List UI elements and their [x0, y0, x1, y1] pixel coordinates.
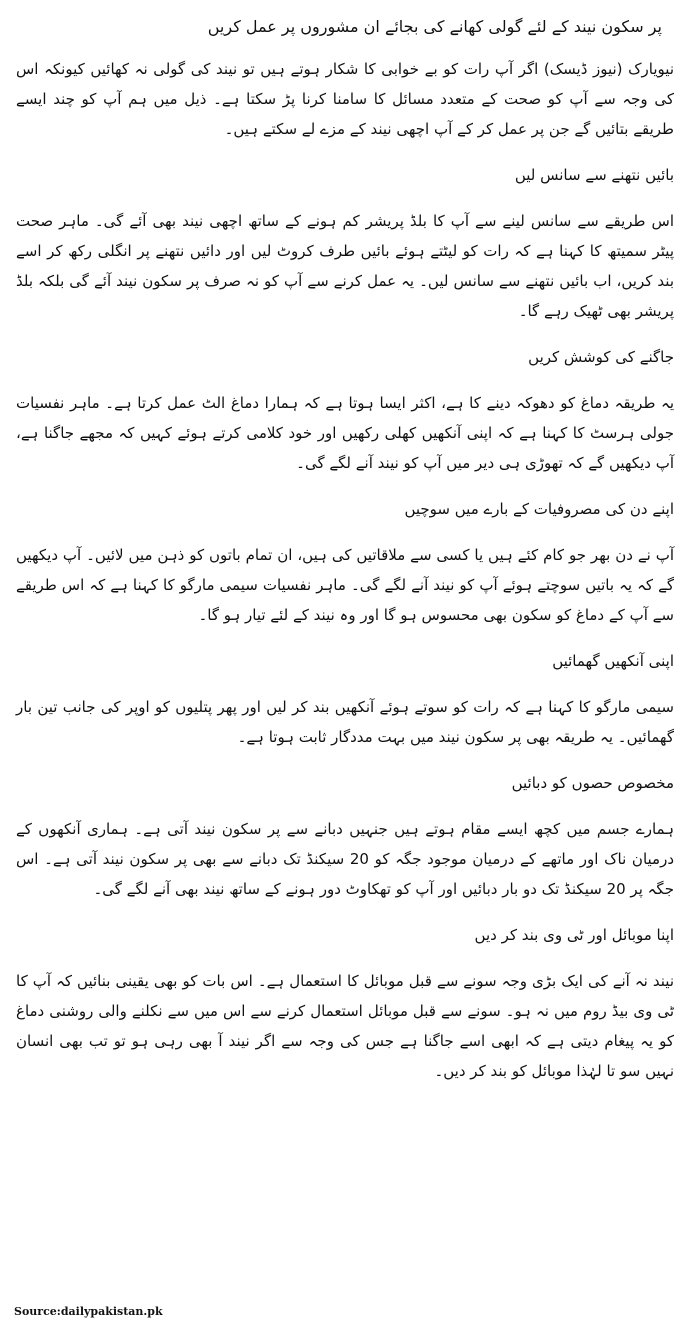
source-credit: Source:dailypakistan.pk — [14, 1305, 163, 1318]
section-heading: مخصوص حصوں کو دبائیں — [511, 774, 674, 792]
section-heading: بائیں نتھنے سے سانس لیں — [514, 166, 674, 184]
section-paragraph: یہ طریقہ دماغ کو دھوکہ دینے کا ہے، اکثر ایسا ہوتا ہے کہ ہمارا دماغ الٹ عمل کرتا ہے۔ ماہر نفسیات جولی ہرسٹ کا کہنا ہے کہ اپنی آنکھیں کھلی رکھیں اور خود کلامی کرتے ہوئے کہیں کہ مجھے جاگنا ہے، آپ دیکھیں گے کہ تھوڑی ہی دیر میں آپ کو نیند آنے لگے گی۔ — [16, 394, 674, 472]
section-paragraph: ہمارے جسم میں کچھ ایسے مقام ہوتے ہیں جنہیں دبانے سے پر سکون نیند آتی ہے۔ ہماری آنکھوں کے درمیان ناک اور ماتھے کے درمیان موجود جگہ کو 20 سیکنڈ تک دبانے سے بھی پر سکون نیند آتی ہے۔ اس جگہ پر 20 سیکنڈ تک دو بار دبائیں اور آپ کو تھکاوٹ دور ہونے کے ساتھ نیند بھی آنے لگے گی۔ — [16, 820, 675, 898]
article-title: پر سکون نیند کے لئے گولی کھانے کی بجائے ان مشوروں پر عمل کریں — [207, 17, 662, 36]
section-paragraph: نیند نہ آنے کی ایک بڑی وجہ سونے سے قبل موبائل کا استعمال ہے۔ اس بات کو بھی یقینی بنائیں کہ آپ کا ٹی وی بیڈ روم میں نہ ہو۔ سونے سے قبل موبائل استعمال کرنے سے اس میں سے نکلنے والی روشنی دماغ کو یہ پیغام دیتی ہے کہ ابھی اسے جاگنا ہے جس کی وجہ سے اگر نیند آ بھی رہی ہو تو تب بھی انسان نہیں سو تا لہٰذا موبائل کو بند کر دیں۔ — [16, 972, 674, 1080]
section-paragraph: اس طریقے سے سانس لینے سے آپ کا بلڈ پریشر کم ہونے کے ساتھ اچھی نیند بھی آئے گی۔ ماہر صحت پیٹر سمیتھ کا کہنا ہے کہ رات کو لیٹتے ہوئے بائیں طرف کروٹ لیں اور دائیں نتھنے پر انگلی رکھ کر اسے بند کریں، اب بائیں نتھنے سے سانس لیں۔ یہ عمل کرنے سے آپ کو نہ صرف پر سکون نیند آئے گی بلکہ بلڈ پریشر بھی ٹھیک رہے گا۔ — [16, 212, 674, 320]
section-heading: اپنا موبائل اور ٹی وی بند کر دیں — [474, 926, 674, 944]
intro-paragraph: نیویارک (نیوز ڈیسک) اگر آپ رات کو بے خوابی کا شکار ہوتے ہیں تو نیند کی گولی نہ کھائیں کیونکہ اس کی وجہ سے آپ کو صحت کے متعدد مسائل کا سامنا کرنا پڑ سکتا ہے۔ ذیل میں ہم آپ کو چند ایسے طریقے بتائیں گے جن پر عمل کر کے آپ اچھی نیند کے مزے لے سکتے ہیں۔ — [16, 60, 674, 138]
section-paragraph: آپ نے دن بھر جو کام کئے ہیں یا کسی سے ملاقاتیں کی ہیں، ان تمام باتوں کو ذہن میں لائیں۔ آپ دیکھیں گے کہ یہ باتیں سوچتے ہوئے آپ کو نیند آنے لگے گی۔ ماہر نفسیات سیمی مارگو کا کہنا ہے کہ اس طریقے سے آپ کے دماغ کو سکون بھی محسوس ہو گا اور وہ نیند کے لئے تیار ہو گا۔ — [16, 546, 674, 624]
section-heading: اپنی آنکھیں گھمائیں — [552, 652, 674, 670]
section-heading: جاگنے کی کوشش کریں — [528, 348, 674, 366]
section-heading: اپنے دن کی مصروفیات کے بارے میں سوچیں — [404, 500, 674, 518]
section-paragraph: سیمی مارگو کا کہنا ہے کہ رات کو سوتے ہوئے آنکھیں بند کر لیں اور پھر پتلیوں کو اوپر کی جانب تین بار گھمائیں۔ یہ طریقہ بھی پر سکون نیند میں بہت مددگار ثابت ہوتا ہے۔ — [16, 698, 674, 746]
